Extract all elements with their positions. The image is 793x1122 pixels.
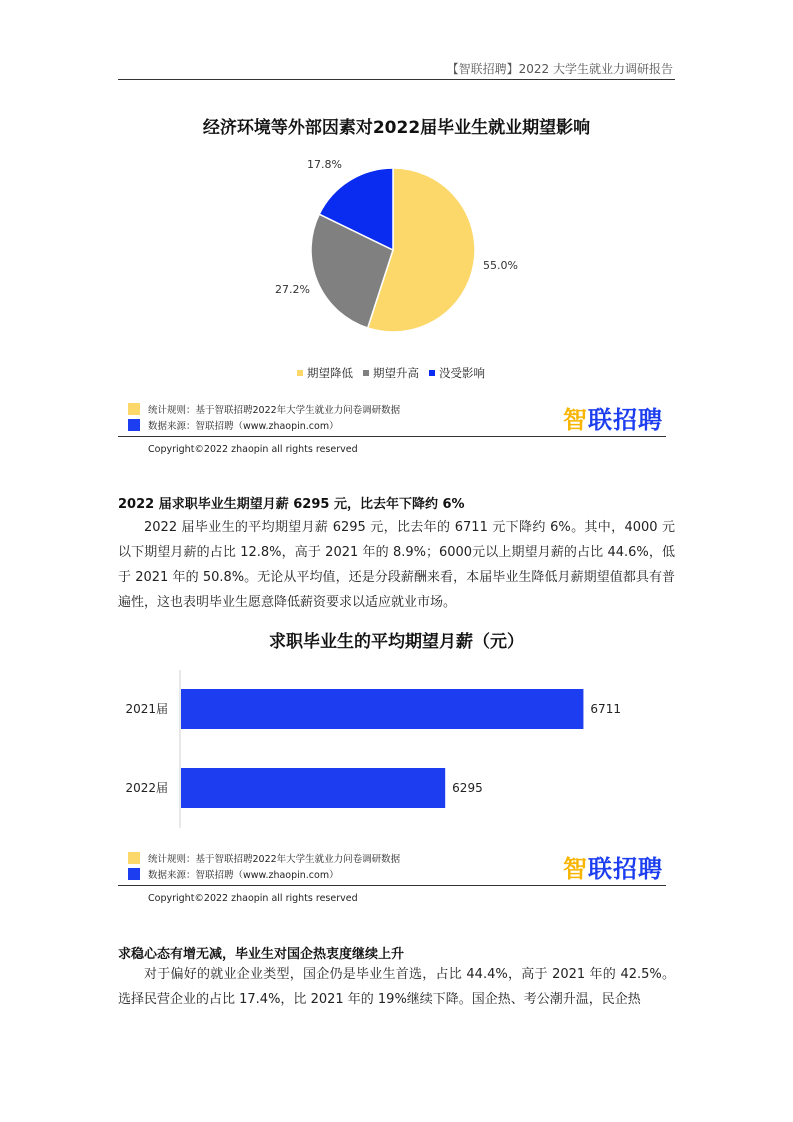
section-paragraph-salary: 2022 届毕业生的平均期望月薪 6295 元，比去年的 6711 元下降约 6%。其中，4000 元以下期望月薪的占比 12.8%，高于 2021 年的 8.9%；6000元以上期望月薪的占比 44.6%，低于 2021 年的 50.8%。无论从平均值，还是分段薪酬来看，本届毕业生降低月薪期望值都具有普遍性，这也表明毕业生愿意降低薪资要求以适应就业市场。	[118, 520, 675, 610]
bar-chart	[118, 670, 675, 835]
pie-chart	[300, 160, 490, 340]
report-header-title: 【智联招聘】2022 大学生就业力调研报告	[446, 62, 673, 76]
legend-label-not-affected: 没受影响	[439, 366, 485, 380]
source-box-2	[118, 847, 675, 917]
source-data-swatch-2	[128, 868, 140, 880]
source-rule-swatch	[128, 403, 140, 415]
source-rule-swatch-2	[128, 852, 140, 864]
bar-value-label: 6295	[452, 781, 483, 795]
source-data-text-2: 数据来源：智联招聘（www.zhaopin.com）	[148, 870, 339, 881]
source-box-1	[118, 398, 675, 468]
source-divider	[118, 436, 666, 437]
pie-label-expect-higher: 27.2%	[275, 283, 310, 296]
legend-swatch-expect-lower	[297, 370, 303, 376]
copyright-text-2: Copyright©2022 zhaopin all rights reserved	[148, 893, 358, 904]
source-divider-2	[118, 885, 666, 886]
legend-swatch-not-affected	[429, 370, 435, 376]
source-data-row-2	[128, 867, 339, 881]
bar-2021	[181, 689, 583, 729]
zhaopin-logo-2: 智联招聘	[563, 855, 663, 883]
bar-2022	[181, 768, 445, 808]
pie-chart-title: 经济环境等外部因素对2022届毕业生就业期望影响	[202, 118, 591, 138]
header-divider	[118, 79, 675, 80]
source-rule-text-2: 统计规则：基于智联招聘2022年大学生就业力问卷调研数据	[148, 854, 401, 865]
source-data-row	[128, 418, 339, 432]
section-paragraph-soe: 对于偏好的就业企业类型，国企仍是毕业生首选，占比 44.4%，高于 2021 年的 42.5%。选择民营企业的占比 17.4%，比 2021 年的 19%继续下降。国企热、考公潮升温，民企热	[118, 967, 675, 1007]
source-rule-row	[128, 402, 400, 416]
pie-label-expect-lower: 55.0%	[483, 259, 518, 272]
legend-label-expect-higher: 期望升高	[373, 366, 419, 380]
source-data-swatch	[128, 419, 140, 431]
section-heading-soe: 求稳心态有增无减，毕业生对国企热衷度继续上升	[118, 947, 405, 962]
legend-label-expect-lower: 期望降低	[307, 366, 353, 380]
source-rule-row-2	[128, 851, 400, 865]
pie-legend	[297, 365, 485, 381]
source-rule-text: 统计规则：基于智联招聘2022年大学生就业力问卷调研数据	[148, 405, 401, 416]
pie-label-not-affected: 17.8%	[307, 158, 342, 171]
bar-chart-title: 求职毕业生的平均期望月薪（元）	[269, 632, 524, 652]
section-heading-salary: 2022 届求职毕业生期望月薪 6295 元，比去年下降约 6%	[118, 497, 465, 512]
copyright-text: Copyright©2022 zhaopin all rights reserved	[148, 444, 358, 455]
zhaopin-logo: 智联招聘	[563, 406, 663, 434]
bar-category-label: 2022届	[125, 781, 168, 795]
bar-category-label: 2021届	[125, 702, 168, 716]
legend-swatch-expect-higher	[363, 370, 369, 376]
bar-value-label: 6711	[590, 702, 621, 716]
source-data-text: 数据来源：智联招聘（www.zhaopin.com）	[148, 421, 339, 432]
